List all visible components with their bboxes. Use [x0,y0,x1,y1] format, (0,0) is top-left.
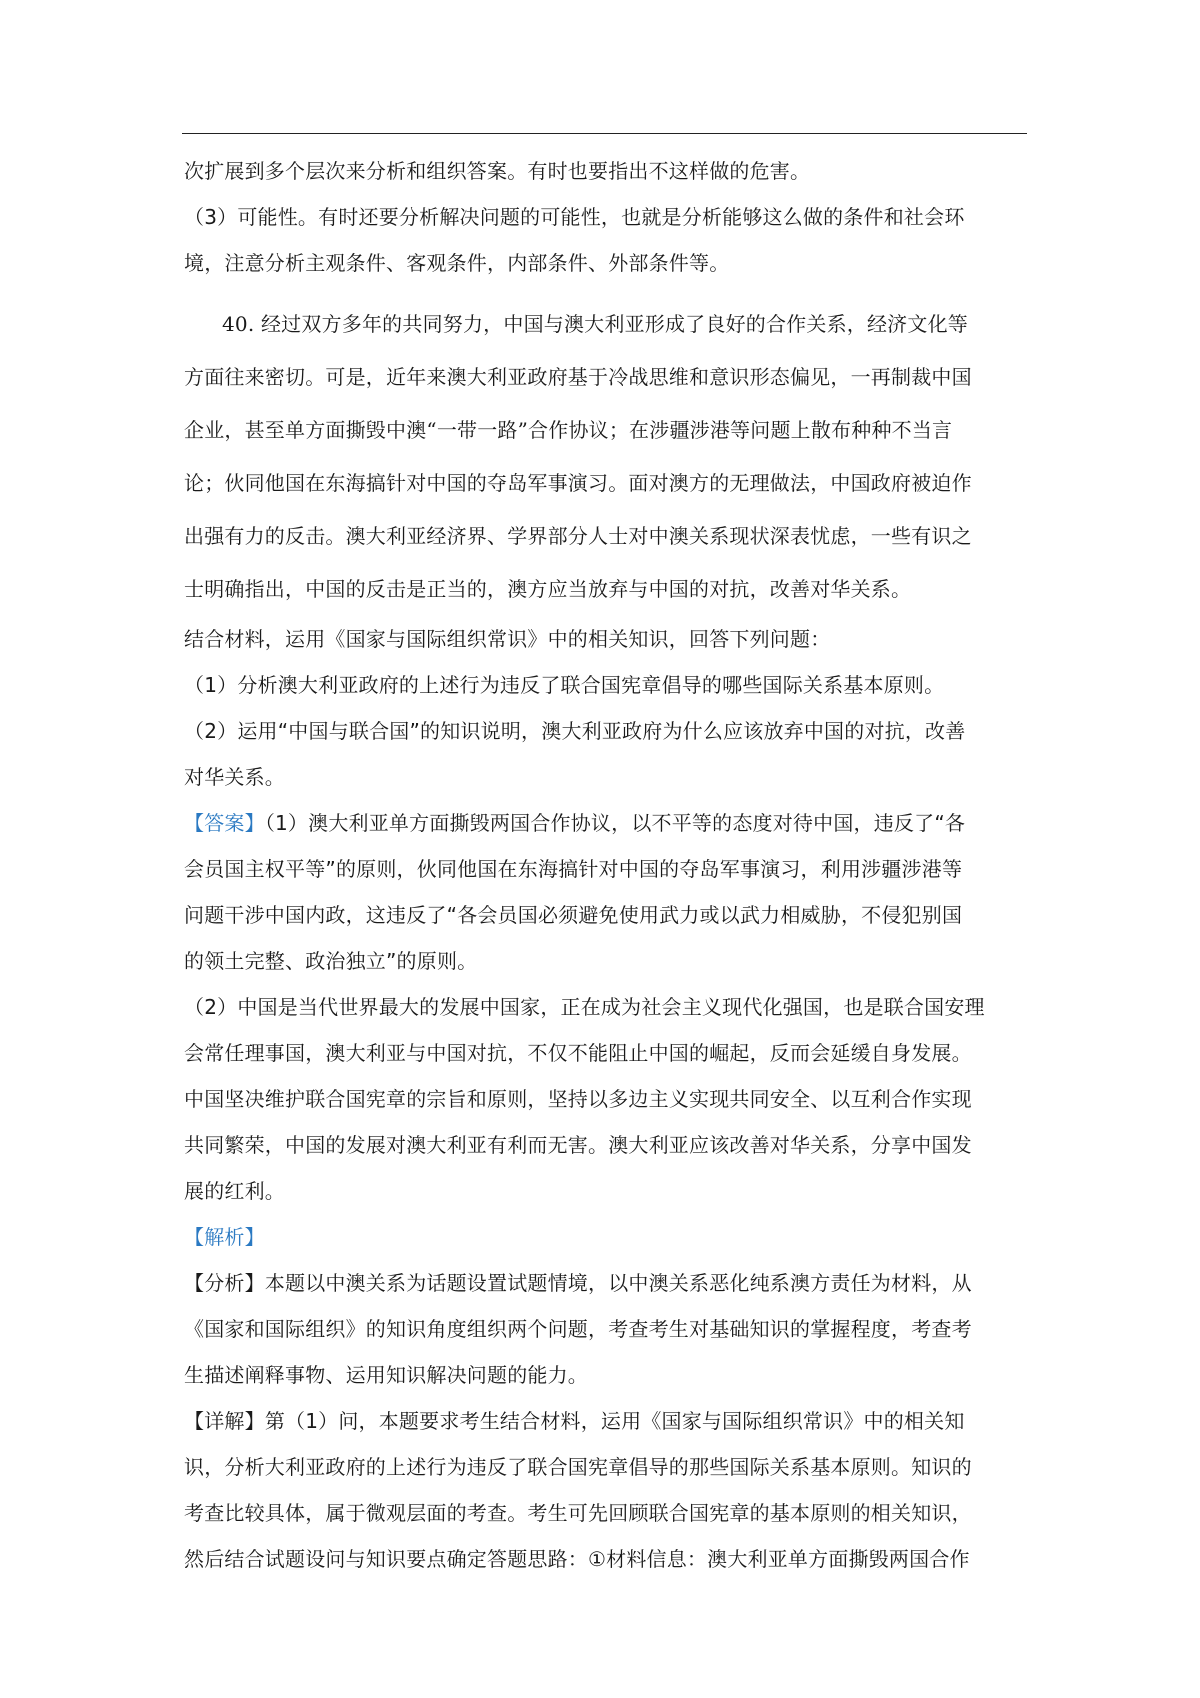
analysis-tag: 【解析】 [184,1225,265,1249]
analysis-section [184,1214,1030,1582]
header-rule [182,133,1027,134]
xiangjie-tag: 【详解】 [184,1409,265,1433]
fenxi-line-1 [184,1260,1030,1306]
material-line-3: 企业，甚至单方面撕毁中澳“一带一路”合作协议；在涉疆涉港等问题上散布种种不当言 [184,418,953,442]
answer-line-3: 问题干涉中国内政，这违反了“各会员国必须避免使用武力或以武力相威胁，不侵犯别国 [184,903,963,927]
sub-question-1: （1）分析澳大利亚政府的上述行为违反了联合国宪章倡导的哪些国际关系基本原则。 [184,673,945,697]
xiangjie-line-4: 然后结合试题设问与知识要点确定答题思路：①材料信息：澳大利亚单方面撕毁两国合作 [184,1547,970,1571]
answer-line-2: 会员国主权平等”的原则，伙同他国在东海搞针对中国的夺岛军事演习，利用涉疆涉港等 [184,857,963,881]
answer-tag: 【答案】 [184,811,265,835]
fenxi-first: 本题以中澳关系为话题设置试题情境，以中澳关系恶化纯系澳方责任为材料，从 [264,1271,972,1295]
question-material [184,298,1030,616]
sub-question-2-line-2: 对华关系。 [184,765,285,789]
material-line-2: 方面往来密切。可是，近年来澳大利亚政府基于冷战思维和意识形态偏见，一再制裁中国 [184,365,972,389]
fenxi-tag: 【分析】 [184,1271,265,1295]
answer-line-7: 中国坚决维护联合国宪章的宗旨和原则，坚持以多边主义实现共同安全、以互利合作实现 [184,1087,972,1111]
question-instruction: 结合材料，运用《国家与国际组织常识》中的相关知识，回答下列问题： [184,627,831,651]
xiangjie-line-2: 识，分析大利亚政府的上述行为违反了联合国宪章倡导的那些国际关系基本原则。知识的 [184,1455,972,1479]
answer-section [184,800,1030,1214]
answer-line-5: （2）中国是当代世界最大的发展中国家，正在成为社会主义现代化强国，也是联合国安理 [184,995,985,1019]
xiangjie-line-1 [184,1398,1030,1444]
fenxi-line-3: 生描述阐释事物、运用知识解决问题的能力。 [184,1363,588,1387]
continuation-line-1: 次扩展到多个层次来分析和组织答案。有时也要指出不这样做的危害。 [184,159,811,183]
continuation-line-3: 境，注意分析主观条件、客观条件，内部条件、外部条件等。 [184,251,730,275]
sub-question-2-line-1: （2）运用“中国与联合国”的知识说明，澳大利亚政府为什么应该放弃中国的对抗，改善 [184,719,966,743]
material-line-6: 士明确指出，中国的反击是正当的，澳方应当放弃与中国的对抗，改善对华关系。 [184,577,912,601]
answer-line-9: 展的红利。 [184,1179,285,1203]
material-line-4: 论；伙同他国在东海搞针对中国的夺岛军事演习。面对澳方的无理做法，中国政府被迫作 [184,471,972,495]
xiangjie-line-3: 考查比较具体，属于微观层面的考查。考生可先回顾联合国宪章的基本原则的相关知识， [184,1501,972,1525]
answer-line-8: 共同繁荣，中国的发展对澳大利亚有利而无害。澳大利亚应该改善对华关系，分享中国发 [184,1133,972,1157]
xiangjie-first: 第（1）问，本题要求考生结合材料，运用《国家与国际组织常识》中的相关知 [264,1409,965,1433]
continuation-line-2: （3）可能性。有时还要分析解决问题的可能性，也就是分析能够这么做的条件和社会环 [184,205,965,229]
answer-part1-first: （1）澳大利亚单方面撕毁两国合作协议，以不平等的态度对待中国，违反了“各 [264,811,966,835]
material-line-5: 出强有力的反击。澳大利亚经济界、学界部分人士对中澳关系现状深表忧虑，一些有识之 [184,524,972,548]
material-line-1: 40. 经过双方多年的共同努力，中国与澳大利亚形成了良好的合作关系，经济文化等 [222,312,968,336]
answer-line-6: 会常任理事国，澳大利亚与中国对抗，不仅不能阻止中国的崛起，反而会延缓自身发展。 [184,1041,972,1065]
answer-line-4: 的领土完整、政治独立”的原则。 [184,949,478,973]
document-page [184,148,1030,1582]
fenxi-line-2: 《国家和国际组织》的知识角度组织两个问题，考查考生对基础知识的掌握程度，考查考 [184,1317,972,1341]
answer-line-1 [184,800,1030,846]
